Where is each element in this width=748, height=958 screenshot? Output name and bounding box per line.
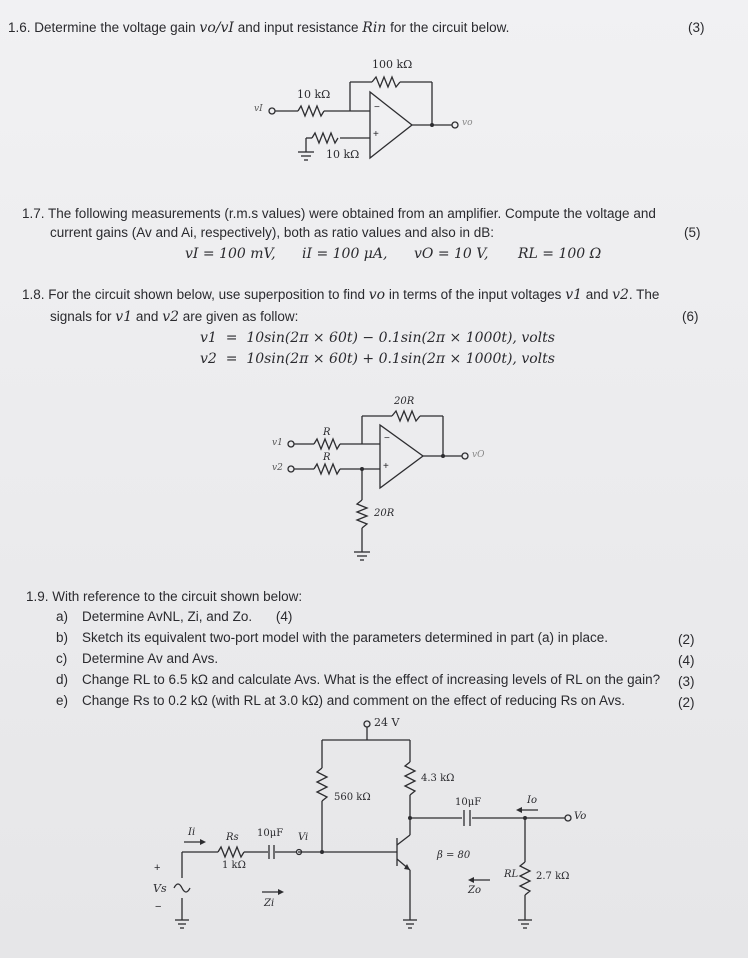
q19-zo-arrow (468, 877, 474, 883)
q17-line2: current gains (Av and Ai, respectively), both as ratio values and also in dB: (50, 225, 494, 240)
q19-rb-label: 560 kΩ (334, 792, 371, 803)
q19-rs-resistor (218, 847, 244, 857)
q19-rl-resistor (520, 862, 530, 895)
q18-line1g: . The (628, 287, 660, 302)
q18-in1-label: v1 (272, 438, 283, 448)
q19-item-text: Determine AvNL, Zi, and Zo. (82, 609, 253, 624)
q16-output-label: vo (462, 118, 473, 128)
q19-cin-label: 10μF (257, 828, 284, 839)
q18-plus: + (383, 461, 389, 472)
q18-out-label: vO (472, 450, 485, 460)
q19-item-b-marks: (2) (678, 632, 695, 647)
q19-vo-terminal (565, 815, 571, 821)
q19-plus: + (154, 862, 161, 874)
q16-feedback-label: 100 kΩ (372, 58, 413, 71)
q18-marks: (6) (682, 309, 699, 324)
q19-io-arrow (516, 807, 522, 813)
q19-item-text: Sketch its equivalent two-port model with the parameters determined in part (a) in place. (82, 630, 609, 645)
q18-in2-label: v2 (272, 463, 283, 473)
q18-line2b: v1 (115, 309, 133, 325)
q16-ground-resistor-label: 10 kΩ (326, 148, 360, 161)
q16-plus: + (373, 129, 379, 140)
q19-rb-resistor (317, 768, 327, 801)
q19-rs-value: 1 kΩ (222, 860, 246, 871)
q17-number: 1.7. (22, 206, 45, 221)
q16-text-b: and input resistance (237, 20, 359, 35)
q19-item-letter: c) (56, 651, 68, 666)
q19-vs-label: Vs (153, 882, 167, 895)
q16-text-a: Determine the voltage gain (34, 20, 196, 35)
q19-item-text: Determine Av and Avs. (82, 651, 219, 666)
q18-feedback-label: 20R (394, 396, 415, 407)
q18-r1-label: R (323, 427, 331, 438)
q19-rl-label: RL (504, 869, 519, 880)
q16-input-label: vI (254, 104, 263, 114)
q19-supply-label: 24 V (374, 716, 400, 729)
q16-minus: − (374, 102, 380, 113)
q19-item-e-marks: (2) (678, 695, 695, 710)
q16-marks: (3) (688, 20, 705, 35)
q19-rc-resistor (405, 762, 415, 795)
q19-ii-arrow (200, 839, 206, 845)
q19-zi-label: Zi (264, 898, 275, 909)
q19-item-letter: d) (56, 672, 69, 687)
q17-m4: RL = 100 Ω (518, 246, 602, 262)
q16-ratio: vo/vI (199, 20, 234, 36)
q18-r2-label: R (323, 452, 331, 463)
q16-rin: Rin (362, 20, 387, 36)
q19-rs-label: Rs (226, 832, 239, 843)
q19-item-c-marks: (4) (678, 653, 695, 668)
q17-m3: vO = 10 V, (414, 246, 489, 262)
q19-number: 1.9. (26, 589, 49, 604)
q19-zo-label: Zo (468, 885, 481, 896)
q16-number: 1.6. (8, 20, 31, 35)
q18-line1b: vo (368, 287, 386, 303)
q19-rc-label: 4.3 kΩ (421, 773, 455, 784)
q18-line1d: v1 (565, 287, 583, 303)
q18-line1a: For the circuit shown below, use superposition to find (48, 287, 365, 302)
q19-item-d-marks: (3) (678, 674, 695, 689)
q19-ac-source (174, 884, 190, 892)
q18-line2c: and (135, 309, 159, 324)
q18-line1f: v2 (612, 287, 629, 303)
q17-line1-text: The following measurements (r.m.s values) were obtained from an amplifier. Compute the voltage and (48, 206, 656, 221)
q19-minus: − (155, 901, 162, 913)
q19-zi-arrow (278, 889, 284, 895)
q18-line1e: and (585, 287, 609, 302)
q18-eq1: v1 = 10sin(2π × 60t) − 0.1sin(2π × 1000t), volts (200, 330, 555, 346)
q18-minus: − (384, 433, 390, 444)
q18-line1c: in terms of the input voltages (388, 287, 562, 302)
q19-cout-label: 10μF (455, 797, 482, 808)
q18-ground-resistor-label: 20R (374, 508, 395, 519)
q19-item-text: Change RL to 6.5 kΩ and calculate Avs. What is the effect of increasing levels of RL on the gain? (82, 672, 661, 687)
q19-supply-terminal (364, 721, 370, 727)
q16-text-c: for the circuit below. (390, 20, 510, 35)
q17-m2: iI = 100 μA, (302, 246, 388, 262)
q19-ii-label: Ii (188, 827, 196, 838)
q18-line2d: v2 (162, 309, 180, 325)
q17-marks: (5) (684, 225, 701, 240)
q19-intro-text: With reference to the circuit shown below: (52, 589, 303, 604)
q18-line2e: are given as follow: (182, 309, 299, 324)
q19-item-letter: e) (56, 693, 69, 708)
q18-line2a: signals for (50, 309, 112, 324)
q19-io-label: Io (527, 795, 537, 806)
q18-number: 1.8. (22, 287, 45, 302)
q19-item-marks: (4) (275, 609, 293, 624)
q19-rl-value: 2.7 kΩ (536, 871, 570, 882)
q19-beta-label: β = 80 (437, 850, 471, 861)
q19-item-text: Change Rs to 0.2 kΩ (with RL at 3.0 kΩ) and comment on the effect of reducing Rs on Avs. (82, 693, 625, 708)
q16-input-resistor-label: 10 kΩ (297, 88, 331, 101)
q19-vi-label: Vi (298, 832, 309, 843)
q19-vo-label: Vo (574, 811, 587, 822)
q18-eq2: v2 = 10sin(2π × 60t) + 0.1sin(2π × 1000t), volts (200, 351, 555, 367)
q19-item-letter: a) (56, 609, 69, 624)
q19-item-letter: b) (56, 630, 69, 645)
q17-m1: vI = 100 mV, (185, 246, 276, 262)
